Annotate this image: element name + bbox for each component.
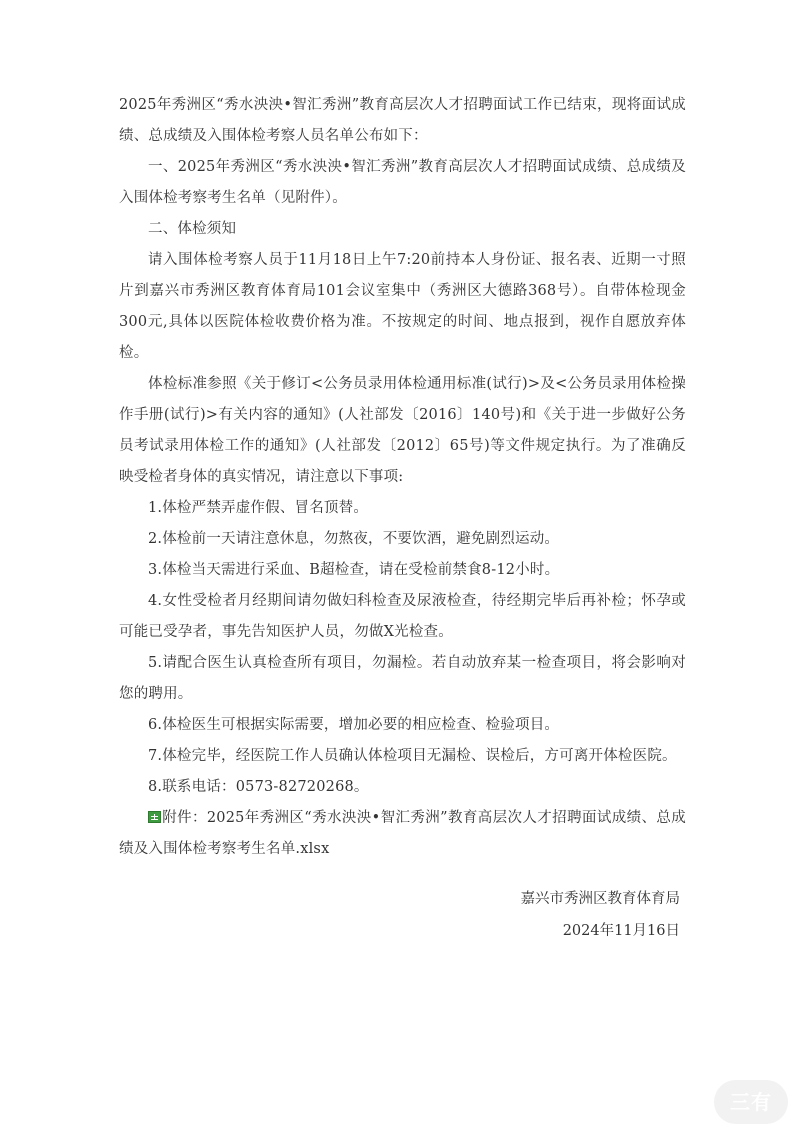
notice-item-1: 1.体检严禁弄虚作假、冒名顶替。: [148, 500, 369, 516]
notice-item-7: 7.体检完毕，经医院工作人员确认体检项目无漏检、误检后，方可离开体检医院。: [148, 748, 677, 764]
attachment-line[interactable]: [119, 803, 686, 865]
notice-item-6: 6.体检医生可根据实际需要，增加必要的相应检查、检验项目。: [148, 717, 560, 733]
document-body: [119, 90, 686, 865]
watermark-logo: 三有: [714, 1080, 788, 1124]
standards-paragraph: 体检标准参照《关于修订<公务员录用体检通用标准(试行)>及<公务员录用体检操作手册(试行)>有关内容的通知》(人社部发〔2016〕140号)和《关于进一步做好公务员考试录用体检工作的通知》(人社部发〔2012〕65号)等文件规定执行。为了准确反映受检者身体的真实情况，请注意以下事项:: [119, 376, 686, 485]
notice-item-4: 4.女性受检者月经期间请勿做妇科检查及尿液检查，待经期完毕后再补检；怀孕或可能已受孕者，事先告知医护人员，勿做X光检查。: [119, 593, 686, 640]
intro-paragraph: 2025年秀洲区“秀水泱泱•智汇秀洲”教育高层次人才招聘面试工作已结束，现将面试成绩、总成绩及入围体检考察人员名单公布如下：: [119, 97, 686, 144]
excel-file-icon[interactable]: [148, 811, 161, 823]
attachment-link[interactable]: 附件：2025年秀洲区“秀水泱泱•智汇秀洲”教育高层次人才招聘面试成绩、总成绩及入围体检考察考生名单.xlsx: [119, 810, 686, 857]
report-instructions-paragraph: 请入围体检考察人员于11月18日上午7:20前持本人身份证、报名表、近期一寸照片到嘉兴市秀洲区教育体育局101会议室集中（秀洲区大德路368号）。自带体检现金300元,具体以医院体检收费价格为准。不按规定的时间、地点报到，视作自愿放弃体检。: [119, 252, 686, 361]
signature-date: 2024年11月16日: [562, 923, 680, 939]
section-1-paragraph: 一、2025年秀洲区“秀水泱泱•智汇秀洲”教育高层次人才招聘面试成绩、总成绩及入围体检考察考生名单（见附件）。: [119, 159, 686, 206]
notice-item-8: 8.联系电话：0573-82720268。: [148, 779, 369, 795]
signature-org: 嘉兴市秀洲区教育体育局: [520, 891, 680, 907]
notice-item-2: 2.体检前一天请注意休息，勿熬夜，不要饮酒，避免剧烈运动。: [148, 531, 560, 547]
notice-item-5: 5.请配合医生认真检查所有项目，勿漏检。若自动放弃某一检查项目，将会影响对您的聘用。: [119, 655, 686, 702]
section-2-heading: 二、体检须知: [148, 221, 237, 237]
notice-item-3: 3.体检当天需进行采血、B超检查，请在受检前禁食8-12小时。: [148, 562, 560, 578]
